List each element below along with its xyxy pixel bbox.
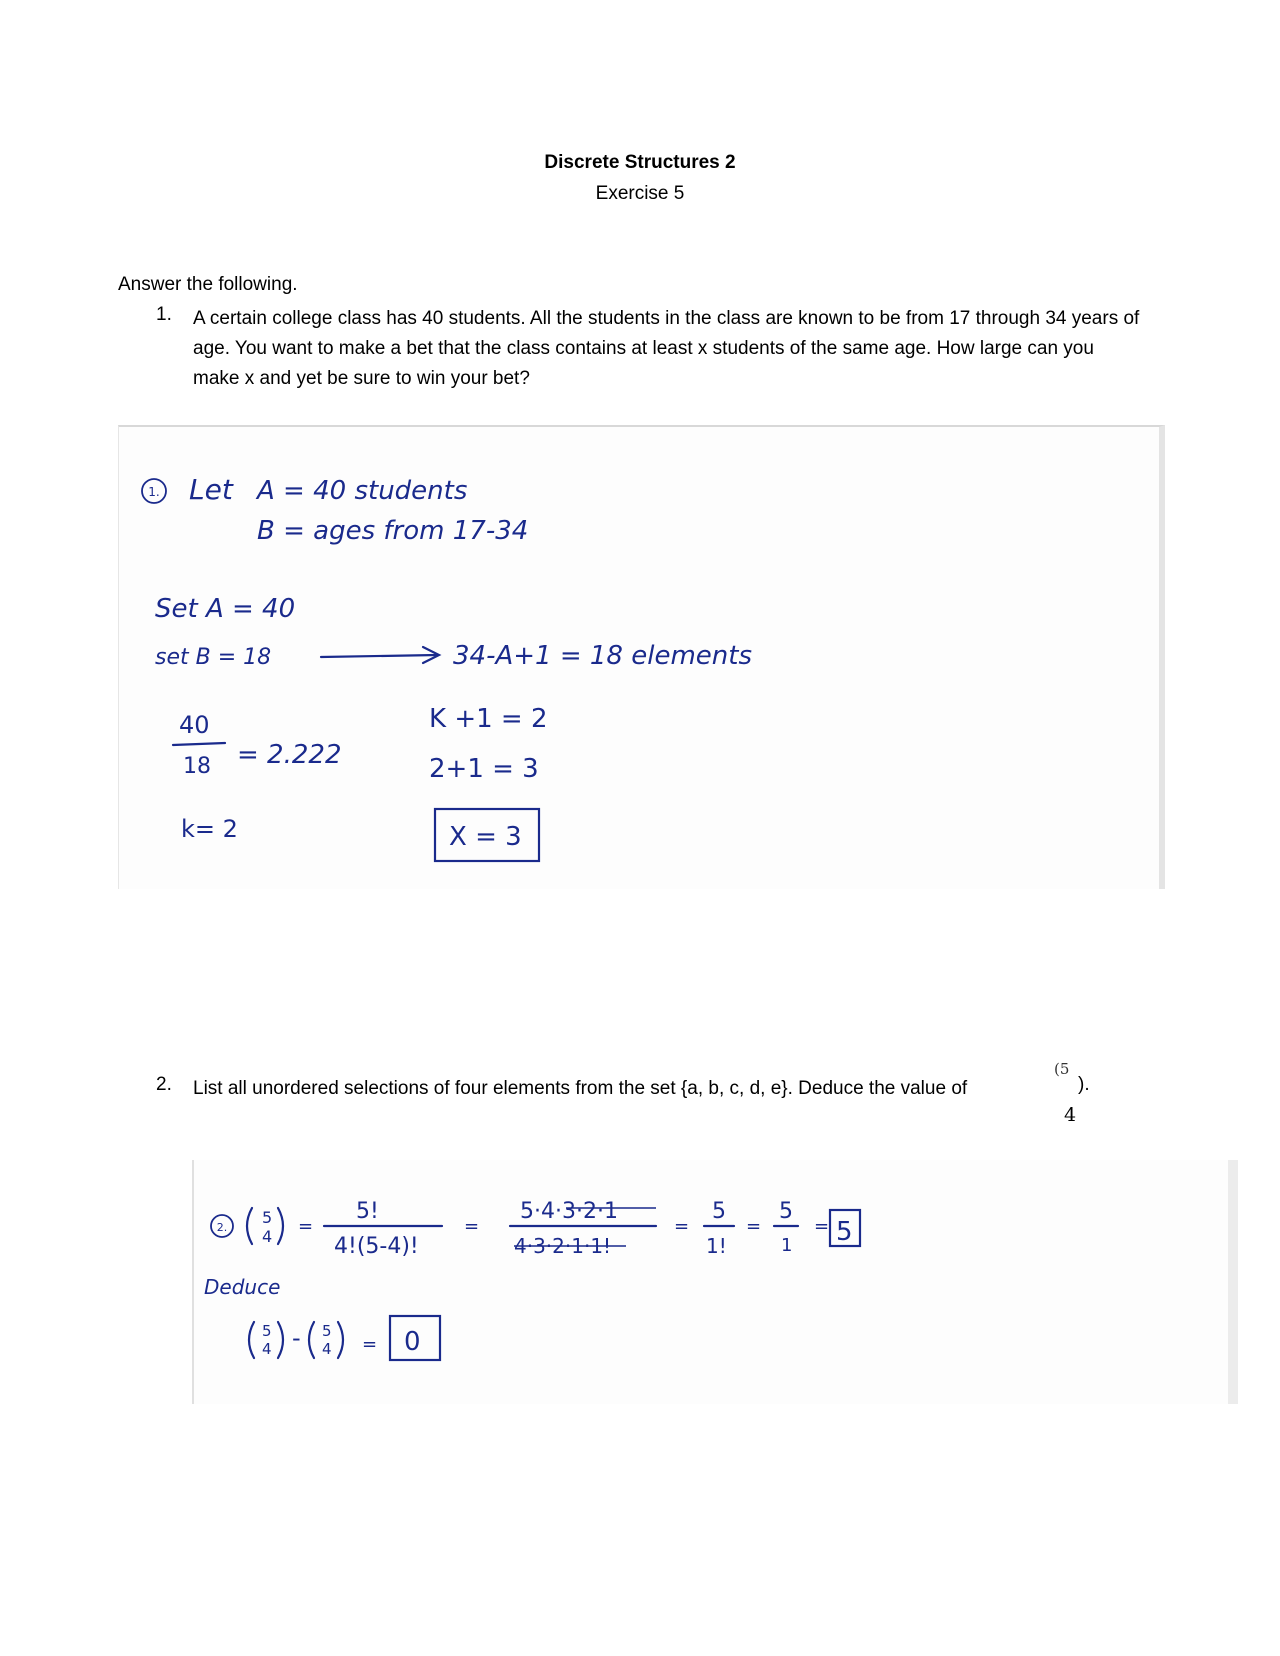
fraction-denominator: 18 [183,754,211,779]
question-1-number: 1. [156,304,172,325]
binom-bottom: 4 [262,1227,273,1246]
question-1-text: A certain college class has 40 students. All the students in the class are known to be from 17 through 34 years of age. You want to make a bet that the class contains at least x students of the same age. How large can you make x and yet be sure to win your bet? [193,308,1140,389]
final-answer: 0 [404,1327,421,1357]
k-plus-one: K +1 = 2 [429,704,548,734]
left-paren [247,1208,252,1244]
equals-3: = [674,1216,690,1237]
instructions: Answer the following. [118,274,298,295]
boxed-answer-2: 5 [836,1217,853,1247]
exercise-subtitle: Exercise 5 [595,183,685,204]
equals-1: = [298,1216,314,1237]
frac4-numerator: 5 [779,1199,793,1224]
right-paren [338,1322,343,1358]
line-b: B = ages from 17-34 [257,516,529,546]
answer-2-scan [192,1160,1238,1404]
deduce-binom1-bottom: 4 [262,1340,272,1358]
fraction-bar [173,743,225,745]
frac3-numerator: 5 [712,1199,726,1224]
left-paren [249,1322,254,1358]
k-value: k= 2 [181,815,238,843]
course-title: Discrete Structures 2 [544,152,736,173]
equals-6: = [362,1334,378,1355]
frac2-denominator: 4·3·2·1·1! [514,1234,612,1258]
set-a: Set A = 40 [155,594,296,624]
frac3-denominator: 1! [706,1234,727,1258]
right-paren [278,1208,283,1244]
fraction-numerator: 40 [179,711,210,739]
boxed-answer-1: X = 3 [449,822,522,852]
deduce-binom1-top: 5 [262,1322,272,1340]
two-plus-one: 2+1 = 3 [429,754,539,784]
question-2-binom-bottom: 4 [1064,1104,1077,1126]
minus-sign: - [292,1324,301,1352]
question-2-text: List all unordered selections of four elements from the set {a, b, c, d, e}. Deduce the value of [193,1078,968,1099]
equals-4: = [746,1216,762,1237]
line-a: A = 40 students [257,476,468,506]
answer-1-handwriting [119,427,1159,889]
question-2-binom-close: ). [1078,1074,1090,1095]
equals-2: = [464,1216,480,1237]
answer-1-scan [118,425,1165,889]
question-2-number: 2. [156,1074,172,1095]
fraction-result: = 2.222 [237,740,342,770]
question-2-binom-open: (5 [1054,1060,1070,1078]
frac1-numerator: 5! [356,1199,379,1224]
equals-5: = [814,1216,830,1237]
frac1-denominator: 4!(5-4)! [334,1234,419,1259]
answer-2-circled-number: 2. [216,1221,228,1234]
let-word: Let [189,473,233,506]
deduce-binom2-bottom: 4 [322,1340,332,1358]
frac4-denominator: 1 [781,1235,793,1256]
answer-1-circled-number: 1. [148,485,160,499]
binom-top: 5 [262,1208,273,1227]
answer-2-handwriting [194,1160,1228,1404]
arrow-shaft [321,655,437,657]
left-paren [309,1322,314,1358]
frac2-numerator: 5·4·3·2·1 [520,1199,618,1224]
arrow-text: 34-A+1 = 18 elements [453,641,752,671]
right-paren [278,1322,283,1358]
deduce-binom2-top: 5 [322,1322,332,1340]
set-b: set B = 18 [155,645,272,670]
deduce-label: Deduce [204,1275,281,1299]
